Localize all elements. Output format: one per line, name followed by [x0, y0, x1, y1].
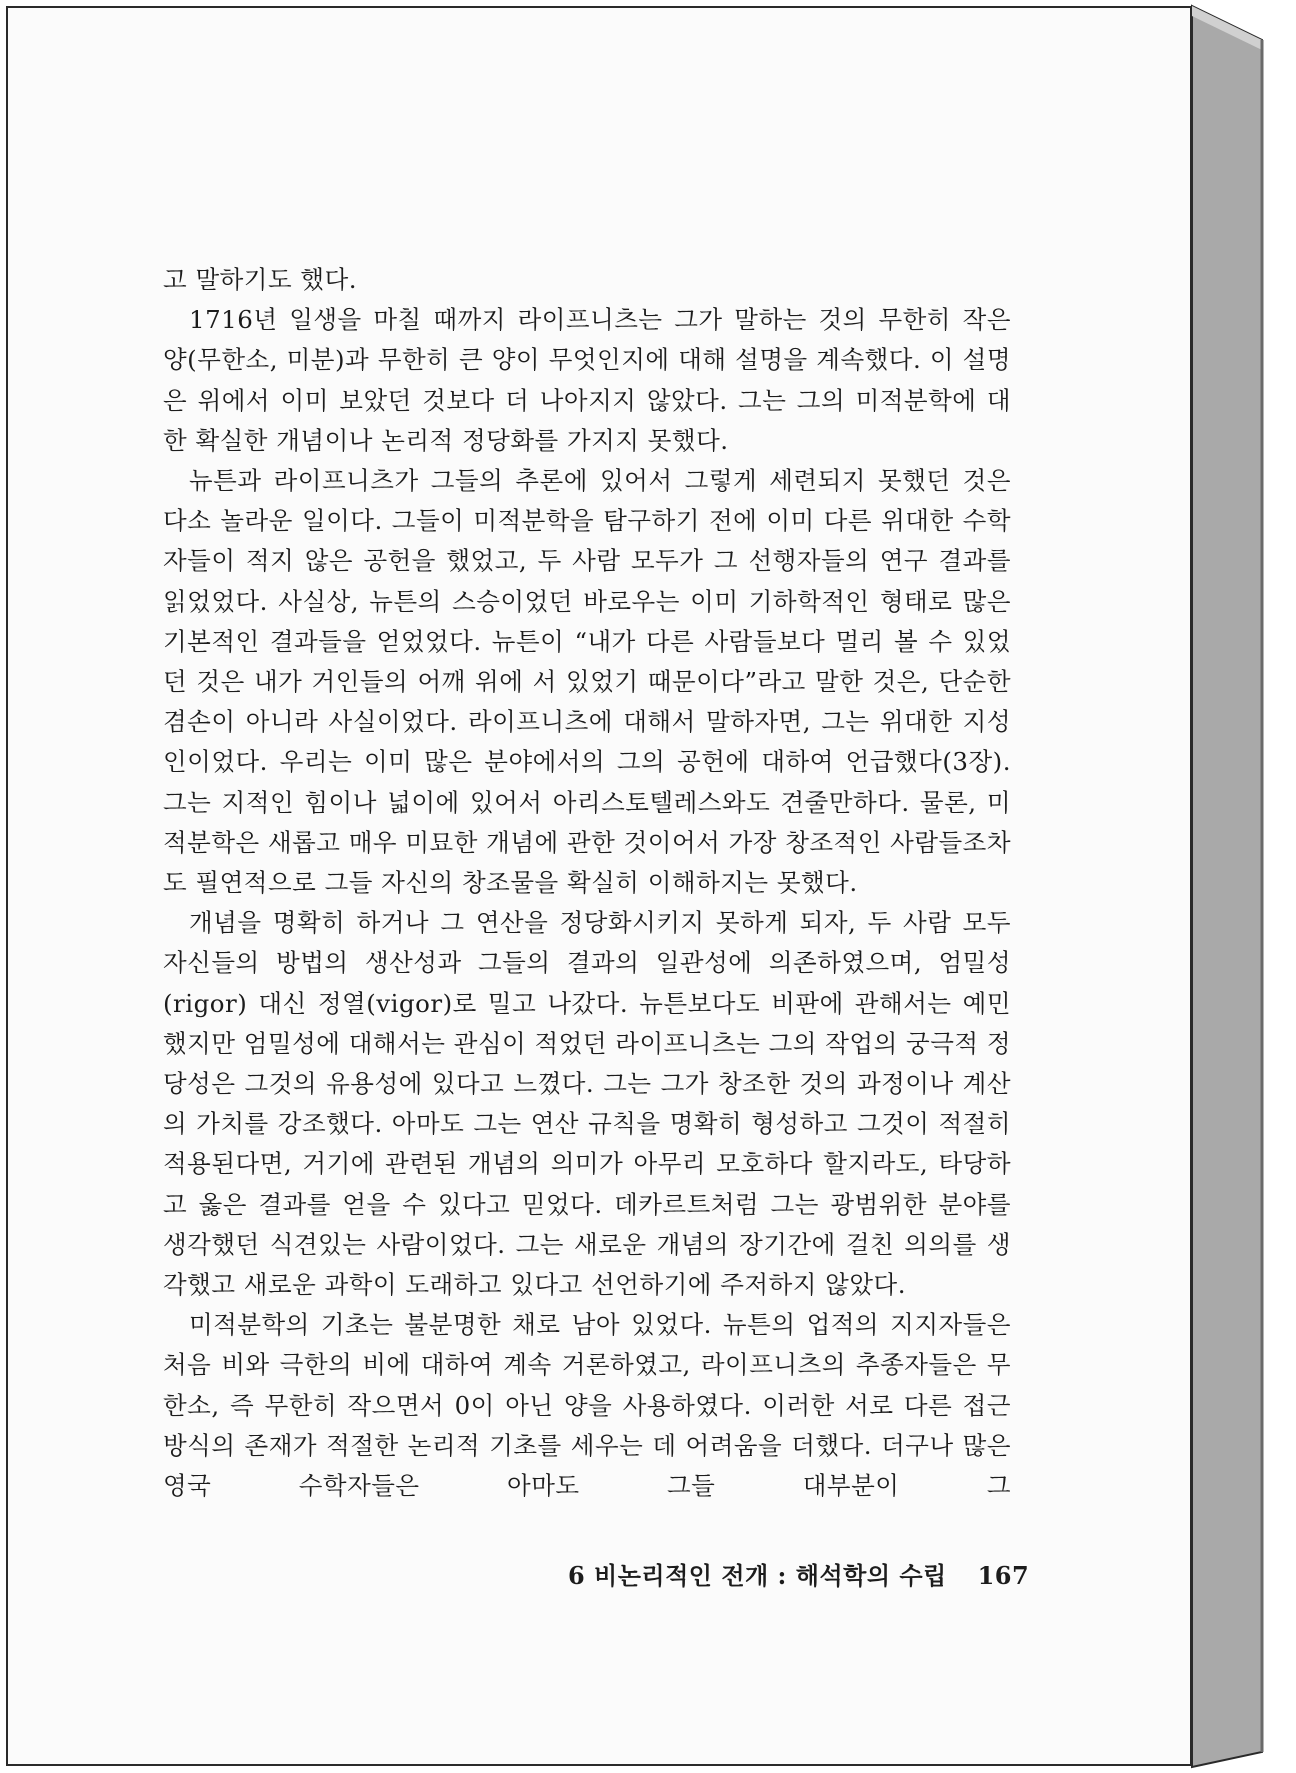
paragraph-4: 개념을 명확히 하거나 그 연산을 정당화시키지 못하게 되자, 두 사람 모두 자신들의 방법의 생산성과 그들의 결과의 일관성에 의존하였으며, 엄밀성(rigor) 대신 정열(vigor)로 밀고 나갔다. 뉴튼보다도 비판에 관해서는 예민했지만 엄밀성에 대해서는 관심이 적었던 라이프니츠는 그의 작업의 궁극적 정당성은 그것의 유용성에 있다고 느꼈다. 그는 그가 창조한 것의 과정이나 계산의 가치를 강조했다. 아마도 그는 연산 규칙을 명확히 형성하고 그것이 적절히 적용된다면, 거기에 관련된 개념의 의미가 아무리 모호하다 할지라도, 타당하고 옳은 결과를 얻을 수 있다고 믿었다. 데카르트처럼 그는 광범위한 분야를 생각했던 식견있는 사람이었다. 그는 새로운 개념의 장기간에 걸친 의의를 생각했고 새로운 과학이 도래하고 있다고 선언하기에 주저하지 않았다. — [163, 908, 1011, 1300]
paragraph-1: 고 말하기도 했다. — [163, 265, 358, 294]
page-number: 167 — [977, 1561, 1030, 1590]
paragraph-5: 미적분학의 기초는 불분명한 채로 남아 있었다. 뉴튼의 업적의 지지자들은 처음 비와 극한의 비에 대하여 계속 거론하였고, 라이프니츠의 추종자들은 무한소, 즉 무한히 작으면서 0이 아닌 양을 사용하였다. 이러한 서로 다른 접근 방식의 존재가 적절한 논리적 기초를 세우는 데 어려움을 더했다. 더구나 많은 영국 수학자들은 아마도 그들 대부분이 그 — [163, 1310, 1011, 1501]
paragraph-2: 1716년 일생을 마칠 때까지 라이프니츠는 그가 말하는 것의 무한히 작은 양(무한소, 미분)과 무한히 큰 양이 무엇인지에 대해 설명을 계속했다. 이 설명은 위에서 이미 보았던 것보다 더 나아지지 않았다. 그는 그의 미적분학에 대한 확실한 개념이나 논리적 정당화를 가지지 못했다. — [163, 305, 1011, 455]
running-title: 6 비논리적인 전개 : 해석학의 수립 — [568, 1561, 947, 1590]
paragraph-3: 뉴튼과 라이프니츠가 그들의 추론에 있어서 그렇게 세련되지 못했던 것은 다소 놀라운 일이다. 그들이 미적분학을 탐구하기 전에 이미 다른 위대한 수학자들이 적지 않은 공헌을 했었고, 두 사람 모두가 그 선행자들의 연구 결과를 읽었었다. 사실상, 뉴튼의 스승이었던 바로우는 이미 기하학적인 형태로 많은 기본적인 결과들을 얻었었다. 뉴튼이 “내가 다른 사람들보다 멀리 볼 수 있었던 것은 내가 거인들의 어깨 위에 서 있었기 때문이다”라고 말한 것은, 단순한 겸손이 아니라 사실이었다. 라이프니츠에 대해서 말하자면, 그는 위대한 지성인이었다. 우리는 이미 많은 분야에서의 그의 공헌에 대하여 언급했다(3장). 그는 지적인 힘이나 넓이에 있어서 아리스토텔레스와도 견줄만하다. 물론, 미적분학은 새롭고 매우 미묘한 개념에 관한 것이어서 가장 창조적인 사람들조차도 필연적으로 그들 자신의 창조물을 확실히 이해하지는 못했다. — [163, 466, 1011, 898]
body-text — [163, 260, 1011, 1506]
page-footer — [568, 1556, 1030, 1591]
book-page — [6, 6, 1192, 1766]
